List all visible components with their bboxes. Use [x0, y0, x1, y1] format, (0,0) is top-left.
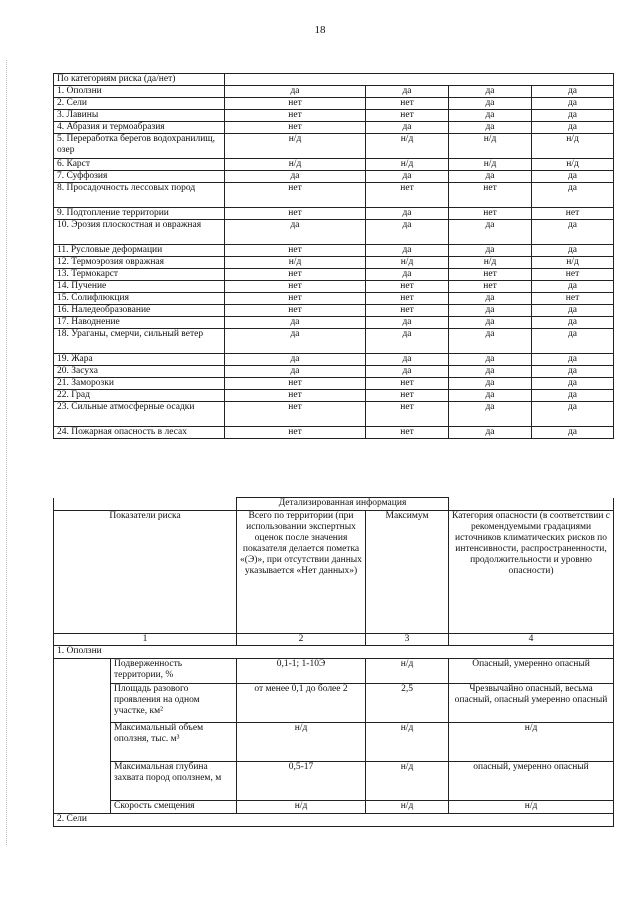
risk-value: да [449, 366, 532, 378]
risk-value: да [225, 86, 366, 98]
risk-value: нет [449, 183, 532, 208]
indicator-category: н/д [449, 801, 614, 814]
risk-value: нет [366, 98, 449, 110]
risk-value: нет [225, 390, 366, 402]
indicator-category: Чрезвычайно опасный, весьма опасный, опасный умеренно опасный [449, 684, 614, 723]
indicator-total: н/д [237, 801, 366, 814]
risk-value: н/д [225, 257, 366, 269]
indicator-max: н/д [366, 762, 449, 801]
risk-label: 7. Суффозия [54, 171, 225, 183]
indicator-label: Максимальный объем оползня, тыс. м³ [111, 723, 237, 762]
risk-value: да [366, 86, 449, 98]
risk-label: 15. Солифлюкция [54, 293, 225, 305]
detail-row [54, 801, 614, 814]
indicator-label: Площадь разового проявления на одном участке, км² [111, 684, 237, 723]
risk-value: нет [225, 269, 366, 281]
category-header-blank [225, 74, 614, 86]
risk-row [54, 390, 614, 402]
indicator-total: 0,5-17 [237, 762, 366, 801]
risk-row [54, 110, 614, 122]
indicator-total: от менее 0,1 до более 2 [237, 684, 366, 723]
risk-value: н/д [449, 134, 532, 159]
risk-value: да [532, 402, 614, 427]
risk-row [54, 86, 614, 98]
risk-row [54, 329, 614, 354]
risk-label: 6. Карст [54, 159, 225, 171]
risk-label: 4. Абразия и термоабразия [54, 122, 225, 134]
risk-value: нет [225, 402, 366, 427]
risk-label: 12. Термоэрозия овражная [54, 257, 225, 269]
risk-value: н/д [449, 159, 532, 171]
risk-row [54, 257, 614, 269]
detail-header-row [54, 511, 614, 634]
risk-row [54, 427, 614, 439]
risk-value: нет [225, 98, 366, 110]
risk-value: нет [366, 305, 449, 317]
risk-value: нет [366, 427, 449, 439]
detail-table [53, 497, 614, 827]
risk-value: да [532, 98, 614, 110]
risk-header-row [54, 74, 614, 86]
risk-row [54, 98, 614, 110]
category-header: По категориям риска (да/нет) [54, 74, 225, 86]
detail-title: Детализированная информация [237, 498, 449, 511]
risk-value: н/д [449, 257, 532, 269]
risk-value: нет [225, 208, 366, 220]
indicator-label: Максимальная глубина захвата пород оползнем, м [111, 762, 237, 801]
risk-row [54, 305, 614, 317]
indicator-label: Подверженность территории, % [111, 659, 237, 684]
indent-cell [54, 684, 111, 723]
detail-row [54, 659, 614, 684]
risk-value: да [532, 122, 614, 134]
risk-value: нет [366, 378, 449, 390]
section-title: 2. Сели [54, 814, 614, 827]
risk-label: 23. Сильные атмосферные осадки [54, 402, 225, 427]
indicator-total: н/д [237, 723, 366, 762]
risk-label: 8. Просадочность лессовых пород [54, 183, 225, 208]
risk-value: нет [532, 269, 614, 281]
risk-value: да [449, 220, 532, 245]
risk-value: да [366, 269, 449, 281]
risk-value: да [449, 98, 532, 110]
risk-value: да [366, 366, 449, 378]
risk-value: да [225, 171, 366, 183]
risk-value: нет [225, 245, 366, 257]
risk-value: да [225, 366, 366, 378]
risk-row [54, 122, 614, 134]
risk-value: да [449, 110, 532, 122]
risk-row [54, 159, 614, 171]
risk-value: да [449, 354, 532, 366]
risk-row [54, 183, 614, 208]
col-number-2: 2 [237, 634, 366, 646]
risk-value: да [225, 329, 366, 354]
risk-value: нет [449, 281, 532, 293]
risk-value: нет [225, 378, 366, 390]
section-title: 1. Оползни [54, 646, 614, 659]
risk-value: нет [225, 122, 366, 134]
risk-row [54, 134, 614, 159]
risk-value: нет [225, 110, 366, 122]
risk-value: да [449, 427, 532, 439]
detail-title-blank [54, 498, 237, 511]
risk-label: 20. Засуха [54, 366, 225, 378]
risk-value: нет [366, 390, 449, 402]
risk-label: 10. Эрозия плоскостная и овражная [54, 220, 225, 245]
risk-value: да [449, 305, 532, 317]
risk-value: н/д [532, 159, 614, 171]
risk-row [54, 354, 614, 366]
indicator-category: н/д [449, 723, 614, 762]
risk-label: 5. Переработка берегов водохранилищ, озер [54, 134, 225, 159]
risk-value: нет [366, 183, 449, 208]
risk-row [54, 293, 614, 305]
col-number-1: 1 [54, 634, 237, 646]
detail-title-row [54, 498, 614, 511]
risk-value: нет [366, 293, 449, 305]
risk-row [54, 402, 614, 427]
risk-value: нет [449, 269, 532, 281]
risk-value: да [449, 402, 532, 427]
risk-value: нет [366, 281, 449, 293]
risk-value: н/д [532, 134, 614, 159]
risk-label: 21. Заморозки [54, 378, 225, 390]
detail-row [54, 762, 614, 801]
risk-row [54, 366, 614, 378]
risk-row [54, 220, 614, 245]
column-number-row [54, 634, 614, 646]
page-number: 18 [314, 24, 326, 36]
risk-value: да [532, 110, 614, 122]
indicator-total: 0,1-1; 1-10Э [237, 659, 366, 684]
risk-row [54, 269, 614, 281]
risk-row [54, 281, 614, 293]
risk-value: да [449, 86, 532, 98]
indicator-max: 2,5 [366, 684, 449, 723]
risk-value: да [225, 354, 366, 366]
risk-label: 3. Лавины [54, 110, 225, 122]
risk-label: 17. Наводнение [54, 317, 225, 329]
risk-label: 11. Русловые деформации [54, 245, 225, 257]
risk-value: да [366, 245, 449, 257]
risk-value: да [532, 183, 614, 208]
risk-value: да [366, 220, 449, 245]
risk-label: 2. Сели [54, 98, 225, 110]
risk-value: нет [225, 293, 366, 305]
risk-label: 19. Жара [54, 354, 225, 366]
risk-row [54, 245, 614, 257]
risk-label: 14. Пучение [54, 281, 225, 293]
risk-value: да [225, 317, 366, 329]
indent-cell [54, 723, 111, 762]
risk-value: нет [532, 208, 614, 220]
risk-value: да [366, 354, 449, 366]
risk-row [54, 208, 614, 220]
indent-cell [54, 762, 111, 801]
binding-edge [6, 60, 8, 845]
risk-value: нет [449, 208, 532, 220]
risk-value: да [366, 208, 449, 220]
col-category-header: Категория опасности (в соответствии с рекомендуемыми градациями источников климатических рисков по интенсивности, распространенности, продолжительности и уровню опасности) [449, 511, 614, 634]
detail-row [54, 723, 614, 762]
risk-value: н/д [225, 134, 366, 159]
risk-label: 9. Подтопление территории [54, 208, 225, 220]
risk-value: да [449, 122, 532, 134]
risk-value: да [366, 329, 449, 354]
risk-value: да [366, 317, 449, 329]
risk-value: да [225, 220, 366, 245]
col-risk-header: Показатели риска [54, 511, 237, 634]
risk-label: 1. Оползни [54, 86, 225, 98]
risk-value: да [532, 378, 614, 390]
risk-value: нет [225, 427, 366, 439]
section-row-mudflows [54, 814, 614, 827]
col-number-3: 3 [366, 634, 449, 646]
risk-value: да [449, 329, 532, 354]
indicator-category: опасный, умеренно опасный [449, 762, 614, 801]
risk-value: да [449, 245, 532, 257]
risk-value: да [532, 86, 614, 98]
section-row-landslides [54, 646, 614, 659]
risk-value: да [532, 171, 614, 183]
indicator-max: н/д [366, 801, 449, 814]
risk-value: да [532, 305, 614, 317]
risk-value: да [532, 329, 614, 354]
detail-row [54, 684, 614, 723]
risk-row [54, 171, 614, 183]
risk-value: да [532, 390, 614, 402]
risk-value: нет [225, 305, 366, 317]
risk-label: 13. Термокарст [54, 269, 225, 281]
risk-value: н/д [366, 257, 449, 269]
col-total-header: Всего по территории (при использовании экспертных оценок после значения показателя делается пометка «(Э)», при отсутствии данных указывается «Нет данных») [237, 511, 366, 634]
risk-value: да [366, 171, 449, 183]
risk-value: да [449, 378, 532, 390]
risk-value: да [449, 171, 532, 183]
risk-label: 24. Пожарная опасность в лесах [54, 427, 225, 439]
indicator-category: Опасный, умеренно опасный [449, 659, 614, 684]
indicator-max: н/д [366, 659, 449, 684]
risk-value: нет [225, 281, 366, 293]
risk-label: 22. Град [54, 390, 225, 402]
risk-value: да [532, 427, 614, 439]
risk-value: да [532, 317, 614, 329]
indicator-label: Скорость смещения [111, 801, 237, 814]
indent-cell [54, 659, 111, 684]
risk-value: нет [366, 110, 449, 122]
risk-label: 18. Ураганы, смерчи, сильный ветер [54, 329, 225, 354]
risk-value: да [449, 390, 532, 402]
risk-label: 16. Наледеобразование [54, 305, 225, 317]
detail-title-blank-right [449, 498, 614, 511]
risk-value: н/д [532, 257, 614, 269]
risk-value: н/д [366, 134, 449, 159]
risk-value: да [532, 366, 614, 378]
risk-value: нет [532, 293, 614, 305]
risk-value: н/д [225, 159, 366, 171]
risk-value: да [532, 220, 614, 245]
risk-value: да [532, 245, 614, 257]
risk-category-table [53, 73, 614, 439]
indent-cell [54, 801, 111, 814]
risk-value: да [449, 293, 532, 305]
risk-value: нет [225, 183, 366, 208]
risk-value: да [449, 317, 532, 329]
col-number-4: 4 [449, 634, 614, 646]
risk-value: да [532, 354, 614, 366]
risk-row [54, 378, 614, 390]
risk-row [54, 317, 614, 329]
risk-value: да [532, 281, 614, 293]
risk-value: да [366, 122, 449, 134]
risk-value: нет [366, 402, 449, 427]
risk-value: н/д [366, 159, 449, 171]
indicator-max: н/д [366, 723, 449, 762]
col-max-header: Максимум [366, 511, 449, 634]
